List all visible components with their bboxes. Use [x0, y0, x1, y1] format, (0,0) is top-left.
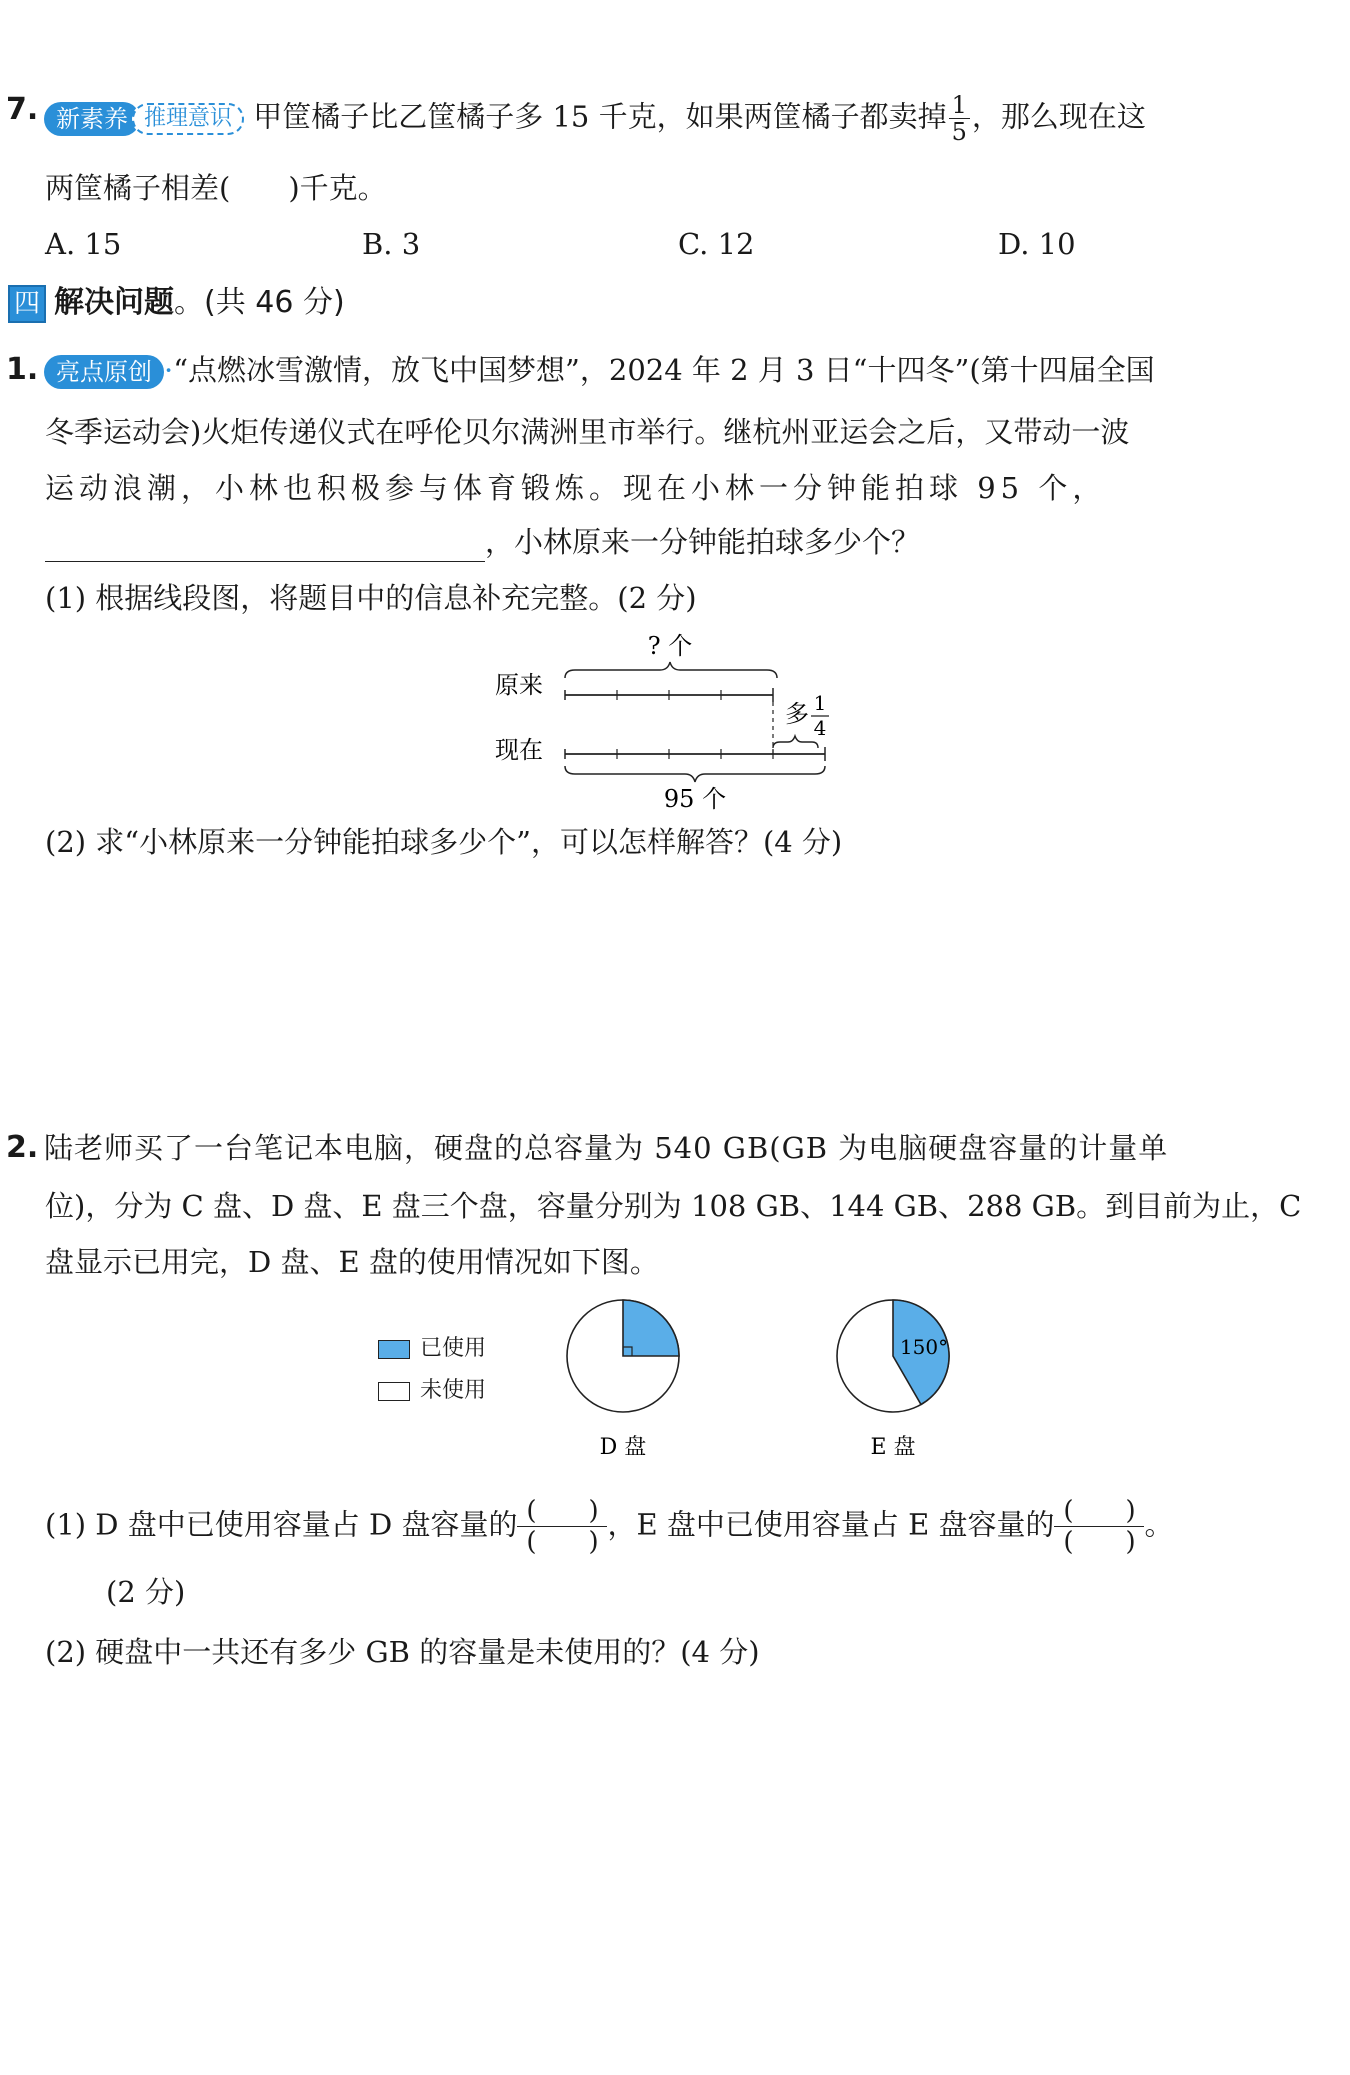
section-note: 。(共 46 分): [174, 285, 345, 320]
p2-sub2: (2) 硬盘中一共还有多少 GB 的容量是未使用的？(4 分): [45, 1635, 760, 1669]
pie-d-label: D 盘: [599, 1435, 647, 1460]
p2-sub1: (1) D 盘中已使用容量占 D 盘容量的 ( ) ( ) ，E 盘中已使用容量占 E 盘容量的 ( ) ( ) 。: [45, 1496, 1174, 1557]
p1-line2: 冬季运动会)火炬传递仪式在呼伦贝尔满洲里市举行。继杭州亚运会之后，又带动一波: [45, 415, 1130, 449]
option-c[interactable]: C. 12: [678, 227, 755, 261]
section-title: 解决问题: [54, 285, 174, 320]
q7-text-a: 甲筐橘子比乙筐橘子多 15 千克，如果两筐橘子都卖掉: [253, 99, 947, 134]
tag-new-literacy: 新素养: [44, 102, 140, 136]
p1-sub1: (1) 根据线段图，将题目中的信息补充完整。(2 分): [45, 581, 697, 615]
p2-line3: 盘显示已用完，D 盘、E 盘的使用情况如下图。: [45, 1245, 659, 1279]
more-label: 多: [785, 700, 809, 728]
legend-swatch-unused: [378, 1382, 410, 1401]
fraction-blank-e[interactable]: ( ) ( ): [1054, 1496, 1144, 1557]
p1-line3: 运动浪潮，小林也积极参与体育锻炼。现在小林一分钟能拍球 95 个，: [45, 471, 1107, 505]
chart-legend: [378, 1334, 486, 1406]
line-segment-diagram: [480, 630, 860, 815]
option-b[interactable]: B. 3: [362, 227, 421, 261]
pie-e-label: E 盘: [870, 1435, 916, 1460]
answer-blank[interactable]: [45, 531, 485, 562]
disk-pie-charts: [560, 1298, 960, 1468]
pie-d: [567, 1300, 679, 1460]
known-label: 95 个: [663, 785, 727, 813]
legend-swatch-used: [378, 1340, 410, 1359]
option-d[interactable]: D. 10: [998, 227, 1076, 261]
question-number: 7.: [6, 92, 39, 127]
extra-brace: [773, 736, 818, 748]
p2-sub1-points: (2 分): [106, 1575, 186, 1609]
p1-line4: ，小林原来一分钟能拍球多少个？: [45, 522, 920, 562]
row-label-original: 原来: [495, 671, 543, 699]
p2-line1: 陆老师买了一台笔记本电脑，硬盘的总容量为 540 GB(GB 为电脑硬盘容量的计量单: [44, 1131, 1169, 1165]
problem-number: 1.: [6, 352, 39, 387]
unknown-label: ? 个: [647, 632, 693, 660]
tag-original: 亮点原创: [44, 355, 164, 389]
option-a[interactable]: A. 15: [45, 227, 122, 261]
tag-reasoning: 推理意识: [132, 103, 244, 135]
problem-number: 2.: [6, 1130, 39, 1165]
p1-line1: 亮点原创 ·“点燃冰雪激情，放飞中国梦想”，2024 年 2 月 3 日“十四冬”(第十四届全国: [44, 350, 1155, 390]
more-frac-den: 4: [813, 716, 827, 740]
p2-line2: 位)，分为 C 盘、D 盘、E 盘三个盘，容量分别为 108 GB、144 GB、288 GB。到目前为止，C: [45, 1189, 1302, 1223]
fraction-blank-d[interactable]: ( ) ( ): [517, 1496, 607, 1557]
top-brace: [565, 662, 777, 678]
legend-used: 已使用: [378, 1334, 486, 1364]
pie-e-angle-label: 150°: [899, 1335, 949, 1359]
p1-sub2: (2) 求“小林原来一分钟能拍球多少个”，可以怎样解答？(4 分): [45, 825, 843, 859]
legend-unused: 未使用: [378, 1376, 486, 1406]
q7-stem-line1: [44, 92, 1146, 145]
bottom-brace: [565, 766, 825, 782]
more-frac-num: 1: [813, 691, 827, 715]
section-header: [8, 283, 345, 323]
fraction-one-fifth: $\frac{1}{5}$: [949, 92, 970, 145]
section-number-box: 四: [8, 285, 46, 323]
q7-text-b: ，那么现在这: [971, 99, 1146, 134]
q7-stem-line2: 两筐橘子相差( )千克。: [45, 171, 387, 205]
pie-e: [837, 1300, 949, 1460]
row-label-now: 现在: [495, 736, 543, 764]
